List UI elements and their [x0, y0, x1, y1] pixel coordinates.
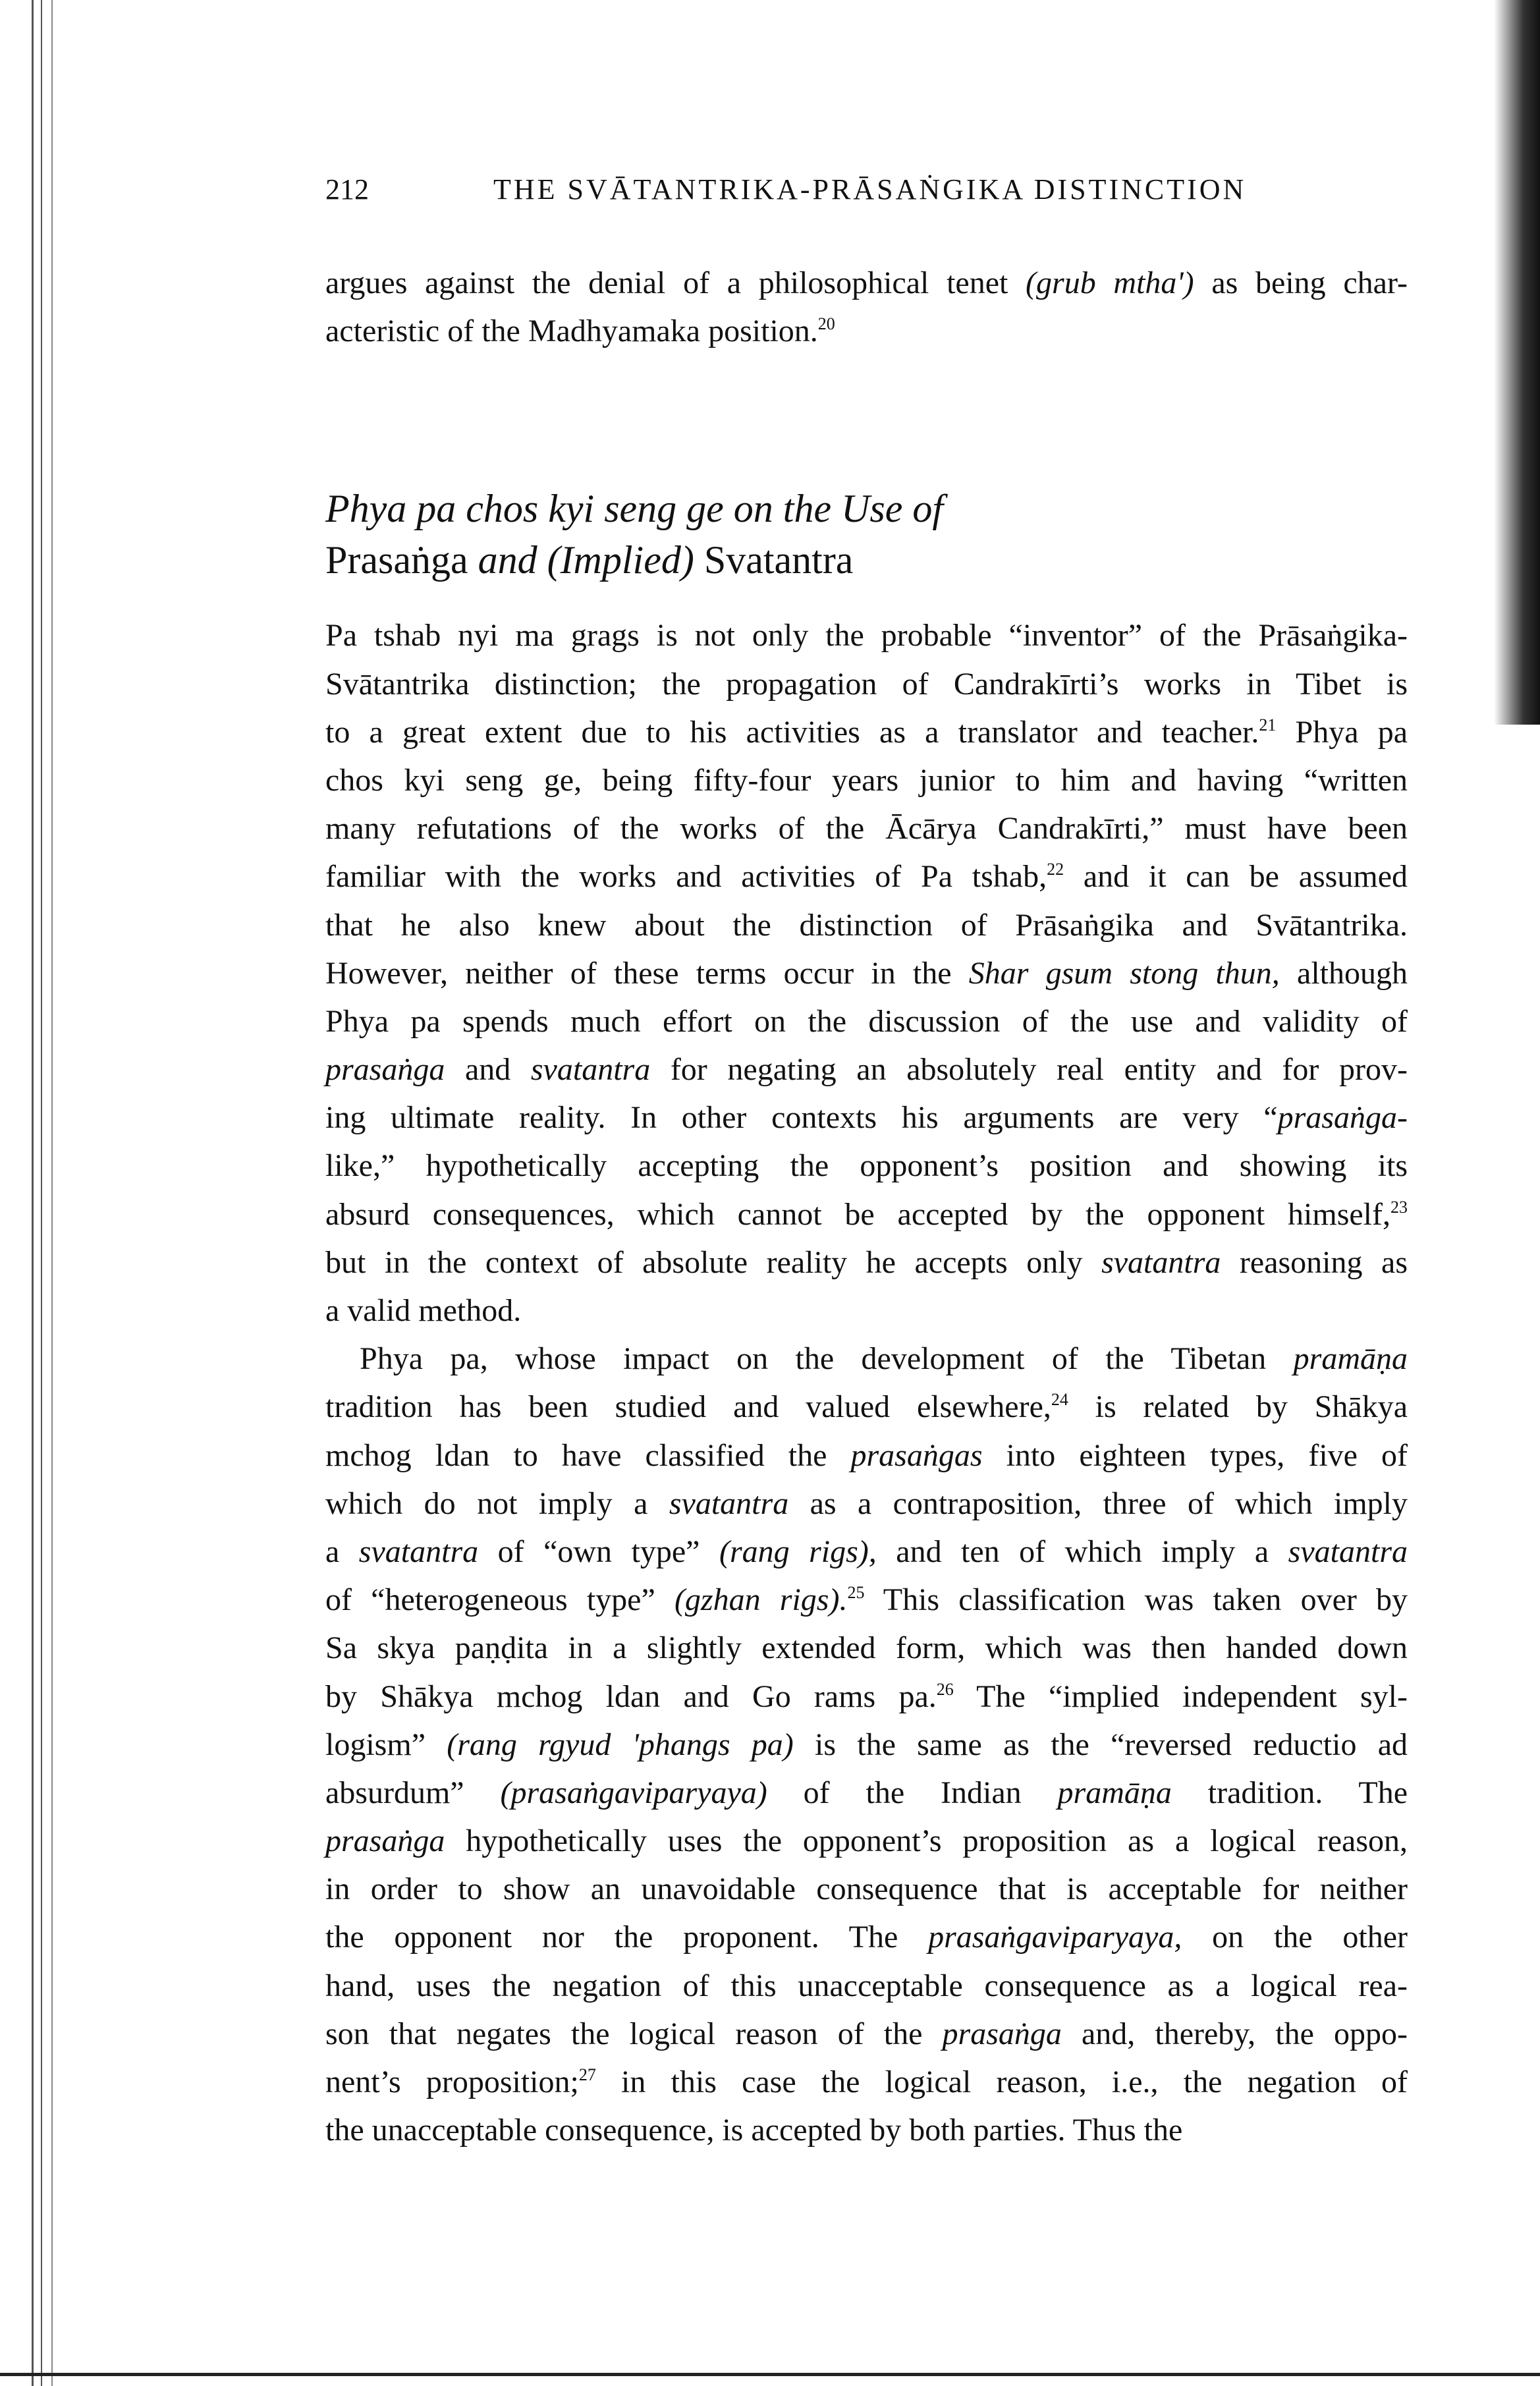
text-line [325, 1528, 1408, 1576]
text-run: the unacceptable consequence, is accepted by both parties. Thus the [325, 2113, 1183, 2148]
text-line [325, 1480, 1408, 1528]
text-run: Svātantrika distinction; the propagation of Candrakīrti’s works in Tibet is [325, 666, 1408, 702]
text-run: in order to show an unavoidable consequence that is acceptable for neither [325, 1872, 1408, 1907]
text-line [325, 1238, 1408, 1287]
text-line [325, 1576, 1408, 1624]
text-run: although [1279, 955, 1408, 991]
text-run: is related by Shākya [1068, 1389, 1408, 1425]
text-run: as being char- [1194, 265, 1408, 300]
text-run: reasoning as [1221, 1244, 1408, 1280]
italic-term: prasaṅga [325, 1052, 445, 1088]
text-line [325, 901, 1408, 949]
text-line [325, 2106, 1408, 2154]
text-run: like,” hypothetically accepting the opponent’s position and showing its [325, 1148, 1408, 1184]
text-line [325, 1769, 1408, 1817]
text-run: tradition. The [1171, 1775, 1408, 1810]
text-run: by Shākya mchog ldan and Go rams pa. [325, 1679, 937, 1714]
text-run: as a contraposition, three of which imply [788, 1485, 1408, 1521]
text-line [325, 660, 1408, 708]
footnote-marker: 22 [1047, 860, 1064, 879]
text-line [325, 1865, 1408, 1913]
footnote-marker: 24 [1051, 1390, 1068, 1410]
italic-term: Shar gsum stong thun, [968, 955, 1280, 991]
text-run: to a great extent due to his activities as a translator and teacher. [325, 714, 1259, 750]
text-line [325, 1094, 1408, 1142]
italic-term: prasaṅga [942, 2016, 1062, 2051]
italic-term: prasaṅga- [1277, 1100, 1408, 1136]
italic-term: (grub mtha') [1026, 265, 1194, 300]
text-run: The “implied independent syl- [953, 1679, 1408, 1714]
italic-term: prasaṅgas [850, 1437, 983, 1473]
text-run: on the other [1182, 1920, 1408, 1955]
text-run: for negating an absolutely real entity and for prov- [650, 1052, 1408, 1088]
italic-term: (rang rgyud 'phangs pa) [447, 1727, 794, 1762]
running-title: THE SVĀTANTRIKA-PRĀSAṄGIKA DISTINCTION [493, 173, 1247, 206]
text-run: ing ultimate reality. In other contexts his arguments are very “ [325, 1100, 1278, 1136]
footnote-marker: 27 [578, 2065, 596, 2084]
text-line [325, 1383, 1408, 1431]
section-heading-line1: Phya pa chos kyi seng ge on the Use of [325, 487, 944, 531]
italic-term: svatantra [1288, 1534, 1408, 1569]
section-heading [325, 483, 1408, 586]
text-run: familiar with the works and activities of Pa tshab, [325, 859, 1047, 895]
text-run: but in the context of absolute reality he accepts only [325, 1244, 1102, 1280]
text-line [325, 949, 1408, 997]
scan-bottom-edge [0, 2373, 1540, 2376]
text-run: and [445, 1052, 531, 1088]
text-run: into eighteen types, five of [982, 1437, 1408, 1473]
text-run: Sa skya paṇḍita in a slightly extended form, which was then handed down [325, 1630, 1408, 1666]
text-run: a [325, 1534, 359, 1569]
text-line [325, 1913, 1408, 1961]
heading-term: Svatantra [703, 538, 854, 582]
italic-term: (rang rigs), [719, 1534, 877, 1569]
footnote-marker: 23 [1390, 1197, 1408, 1217]
text-line [325, 1624, 1408, 1672]
text-line [325, 1431, 1408, 1480]
italic-term: prasaṅga [325, 1823, 445, 1859]
text-run: nent’s proposition; [325, 2065, 579, 2099]
text-run: logism” [325, 1727, 447, 1762]
text-line [325, 2010, 1408, 2058]
text-run: of the Indian [767, 1775, 1058, 1810]
text-run: mchog ldan to have classified the [325, 1437, 851, 1473]
text-line [325, 1817, 1408, 1865]
text-run: hypothetically uses the opponent’s proposition as a logical reason, [445, 1823, 1408, 1859]
text-run: argues against the denial of a philosophical tenet [325, 265, 1026, 300]
text-run: a valid method. [325, 1293, 522, 1328]
text-run: absurdum” [325, 1775, 501, 1810]
italic-term: svatantra [669, 1485, 789, 1521]
text-run: Phya pa, whose impact on the development of the Tibetan [360, 1341, 1294, 1377]
text-run: is the same as the “reversed reductio ad [793, 1727, 1408, 1762]
footnote-marker: 21 [1259, 715, 1277, 735]
italic-term: prasaṅgaviparyaya, [928, 1920, 1182, 1955]
text-line [325, 1335, 1408, 1383]
scan-shadow [1494, 0, 1540, 725]
text-run: absurd consequences, which cannot be accepted by the opponent himself, [325, 1196, 1390, 1232]
text-run: hand, uses the negation of this unacceptable consequence as a logical rea- [325, 1968, 1408, 2003]
text-run: Phya pa spends much effort on the discussion of the use and validity of [325, 1003, 1408, 1039]
italic-term: svatantra [358, 1534, 479, 1569]
text-line [325, 1045, 1408, 1094]
text-line [325, 2058, 1408, 2106]
text-run: of “heterogeneous type” [325, 1582, 674, 1618]
text-run: which do not imply a [325, 1485, 669, 1521]
italic-term: svatantra [1101, 1244, 1221, 1280]
binding-line [51, 0, 53, 2386]
text-run: son that negates the logical reason of the [325, 2016, 943, 2051]
section-heading-line2 [325, 534, 1408, 586]
text-run: Phya pa [1276, 714, 1408, 750]
text-line [325, 1721, 1408, 1769]
text-line [325, 1142, 1408, 1190]
text-run: the opponent nor the proponent. The [325, 1920, 929, 1955]
text-line [325, 259, 1408, 307]
text-run: in this case the logical reason, i.e., the negation of [595, 2065, 1408, 2099]
text-line [325, 307, 1408, 355]
main-text [325, 611, 1408, 2154]
text-run: tradition has been studied and valued elsewhere, [325, 1389, 1051, 1425]
text-run: and, thereby, the oppo- [1061, 2016, 1408, 2051]
text-line [325, 804, 1408, 852]
italic-term: svatantra [530, 1052, 651, 1088]
text-run: of “own type” [478, 1534, 719, 1569]
text-run: Pa tshab nyi ma grags is not only the probable “inventor” of the Prāsaṅgika- [325, 618, 1408, 653]
text-run: many refutations of the works of the Ācārya Candrakīrti,” must have been [325, 811, 1408, 846]
italic-term: (prasaṅgaviparyaya) [500, 1775, 767, 1810]
text-line [325, 1673, 1408, 1721]
body-text [325, 259, 1408, 2154]
italic-term: pramāṇa [1293, 1341, 1408, 1377]
text-line [325, 611, 1408, 659]
text-line [325, 1287, 1408, 1335]
heading-connector: and (Implied) [468, 538, 704, 582]
italic-term: pramāṇa [1057, 1775, 1172, 1810]
binding-line [32, 0, 34, 2386]
page-number: 212 [325, 173, 369, 206]
text-run: and ten of which imply a [876, 1534, 1288, 1569]
text-run: and it can be assumed [1064, 859, 1408, 895]
text-line [325, 852, 1408, 901]
heading-term: Prasaṅga [325, 538, 468, 582]
text-line [325, 997, 1408, 1045]
text-line [325, 1190, 1408, 1238]
text-run: chos kyi seng ge, being fifty-four years junior to him and having “written [325, 762, 1408, 798]
footnote-marker: 20 [817, 314, 835, 334]
text-run: that he also knew about the distinction of Prāsaṅgika and Svātantrika. [325, 907, 1408, 943]
text-line [325, 1962, 1408, 2010]
text-run: This classification was taken over by [864, 1582, 1408, 1618]
text-run: acteristic of the Madhyamaka position. [325, 314, 818, 349]
text-line [325, 756, 1408, 804]
binding-line [41, 0, 42, 2386]
text-run: However, neither of these terms occur in the [325, 955, 969, 991]
text-line [325, 708, 1408, 756]
intro-paragraph [325, 259, 1408, 355]
footnote-marker: 26 [936, 1679, 954, 1699]
footnote-marker: 25 [847, 1583, 865, 1603]
italic-term: (gzhan rigs). [674, 1582, 848, 1618]
